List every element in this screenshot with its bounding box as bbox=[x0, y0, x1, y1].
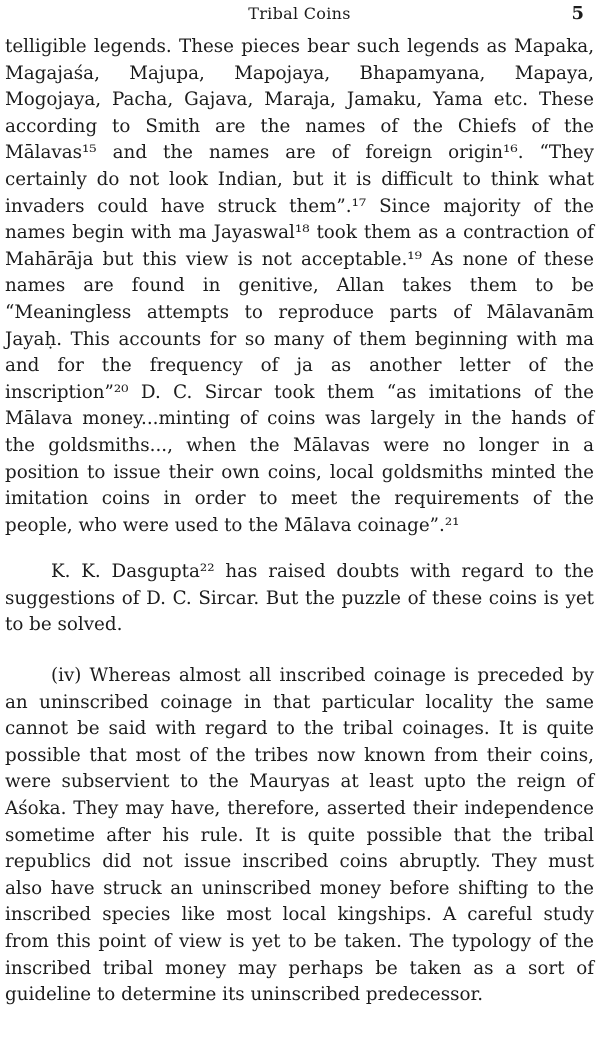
page-header bbox=[5, 0, 594, 34]
paragraph-continued: telligible legends. These pieces bear such legends as Mapaka, Magajaśa, Majupa, Mapojaya, Bhapamyana, Mapaya, Mogojaya, Pacha, Gajava, Maraja, Jamaku, Yama etc. These according to Smith are the names of the Chiefs of the Mālavas¹⁵ and the names are of foreign origin¹⁶. “They certainly do not look Indian, but it is difficult to think what invaders could have struck them”.¹⁷ Since majority of the names begin with ma Jayaswal¹⁸ took them as a contraction of Mahārāja but this view is not acceptable.¹⁹ As none of these names are found in genitive, Allan takes them to be “Meaningless attempts to reproduce parts of Mālavanām Jayaḥ. This accounts for so many of them beginning with ma and for the frequency of ja as another letter of the inscription”²⁰ D. C. Sircar took them “as imitations of the Mālava money...minting of coins was largely in the hands of the goldsmiths..., when the Mālavas were no longer in a position to issue their own coins, local goldsmiths minted the imitation coins in order to meet the requirements of the people, who were used to the Mālava coinage”.²¹ bbox=[5, 36, 594, 536]
paragraph-gap bbox=[5, 639, 594, 663]
paragraph-dasgupta: K. K. Dasgupta²² has raised doubts with regard to the suggestions of D. C. Sircar. But the puzzle of these coins is yet to be solved. bbox=[5, 561, 594, 636]
running-head: Tribal Coins bbox=[248, 4, 351, 23]
paragraph-gap bbox=[5, 539, 594, 559]
paragraph-point-iv: (iv) Whereas almost all inscribed coinage is preceded by an uninscribed coinage in that particular locality the same cannot be said with regard to the tribal coinages. It is quite possible that most of the tribes now known from their coins, were subservient to the Mauryas at least upto the reign of Aśoka. They may have, therefore, asserted their independence sometime after his rule. It is quite possible that the tribal republics did not issue inscribed coins abruptly. They must also have struck an uninscribed money before shifting to the inscribed species like most local kingships. A careful study from this point of view is yet to be taken. The typology of the inscribed tribal money may perhaps be taken as a sort of guideline to determine its uninscribed predecessor. bbox=[5, 665, 594, 1006]
page-number: 5 bbox=[571, 3, 584, 24]
